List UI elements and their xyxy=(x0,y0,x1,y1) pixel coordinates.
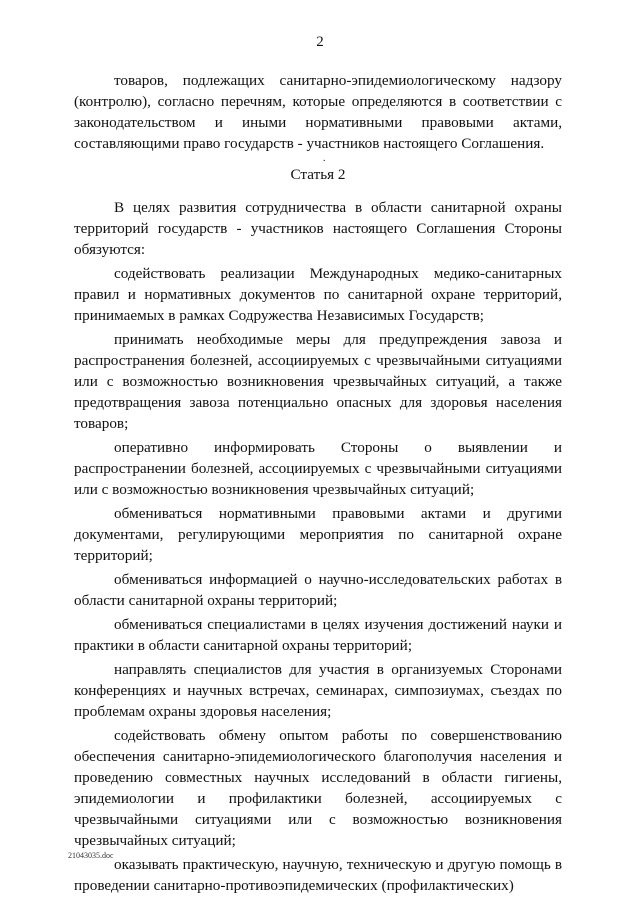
article-title: Статья 2 xyxy=(290,166,346,183)
article-paragraph-10: оказывать практическую, научную, техническую и другую помощь в проведении санитарно-противоэпидемических (профилактических) xyxy=(74,856,562,894)
intro-paragraph: товаров, подлежащих санитарно-эпидемиологическому надзору (контролю), согласно перечням, которые определяются в соответствии с законодательством и иными нормативными правовыми актами, составляющими право государств - участников настоящего Соглашения. xyxy=(74,72,562,152)
article-paragraph-2: содействовать реализации Международных медико-санитарных правил и нормативных документов по санитарной охране территорий, принимаемых в рамках Содружества Независимых Государств; xyxy=(74,265,562,324)
article-paragraph-6: обмениваться информацией о научно-исследовательских работах в области санитарной охраны территорий; xyxy=(74,571,562,609)
dot-mark: . xyxy=(323,153,326,164)
article-paragraph-5: обмениваться нормативными правовыми актами и другими документами, регулирующими мероприятия по санитарной охране территорий; xyxy=(74,505,562,564)
article-paragraph-9: содействовать обмену опытом работы по совершенствованию обеспечения санитарно-эпидемиологического благополучия населения и проведению совместных научных исследований в области гигиены, эпидемиологии и профилактики болезней, ассоциируемых с чрезвычайными ситуациями или с возможностью возникновения чрезвычайных ситуаций; xyxy=(74,727,562,849)
article-paragraph-8: направлять специалистов для участия в организуемых Сторонами конференциях и научных встречах, семинарах, симпозиумах, съездах по проблемам охраны здоровья населения; xyxy=(74,661,562,720)
article-paragraph-7: обмениваться специалистами в целях изучения достижений науки и практики в области санитарной охраны территорий; xyxy=(74,616,562,654)
document-body xyxy=(74,70,562,896)
article-paragraph-4: оперативно информировать Стороны о выявлении и распространении болезней, ассоциируемых с чрезвычайными ситуациями или с возможностью возникновения чрезвычайных ситуаций; xyxy=(74,439,562,498)
page-number: 2 xyxy=(316,34,324,50)
article-paragraph-1: В целях развития сотрудничества в области санитарной охраны территорий государств - участников настоящего Соглашения Стороны обязуются: xyxy=(74,199,562,258)
footer-file-code: 21043035.doc xyxy=(68,851,114,860)
article-paragraph-3: принимать необходимые меры для предупреждения завоза и распространения болезней, ассоциируемых с чрезвычайными ситуациями или с возможностью возникновения чрезвычайных ситуаций, а также предотвращения завоза потенциально опасных для здоровья населения товаров; xyxy=(74,331,562,432)
